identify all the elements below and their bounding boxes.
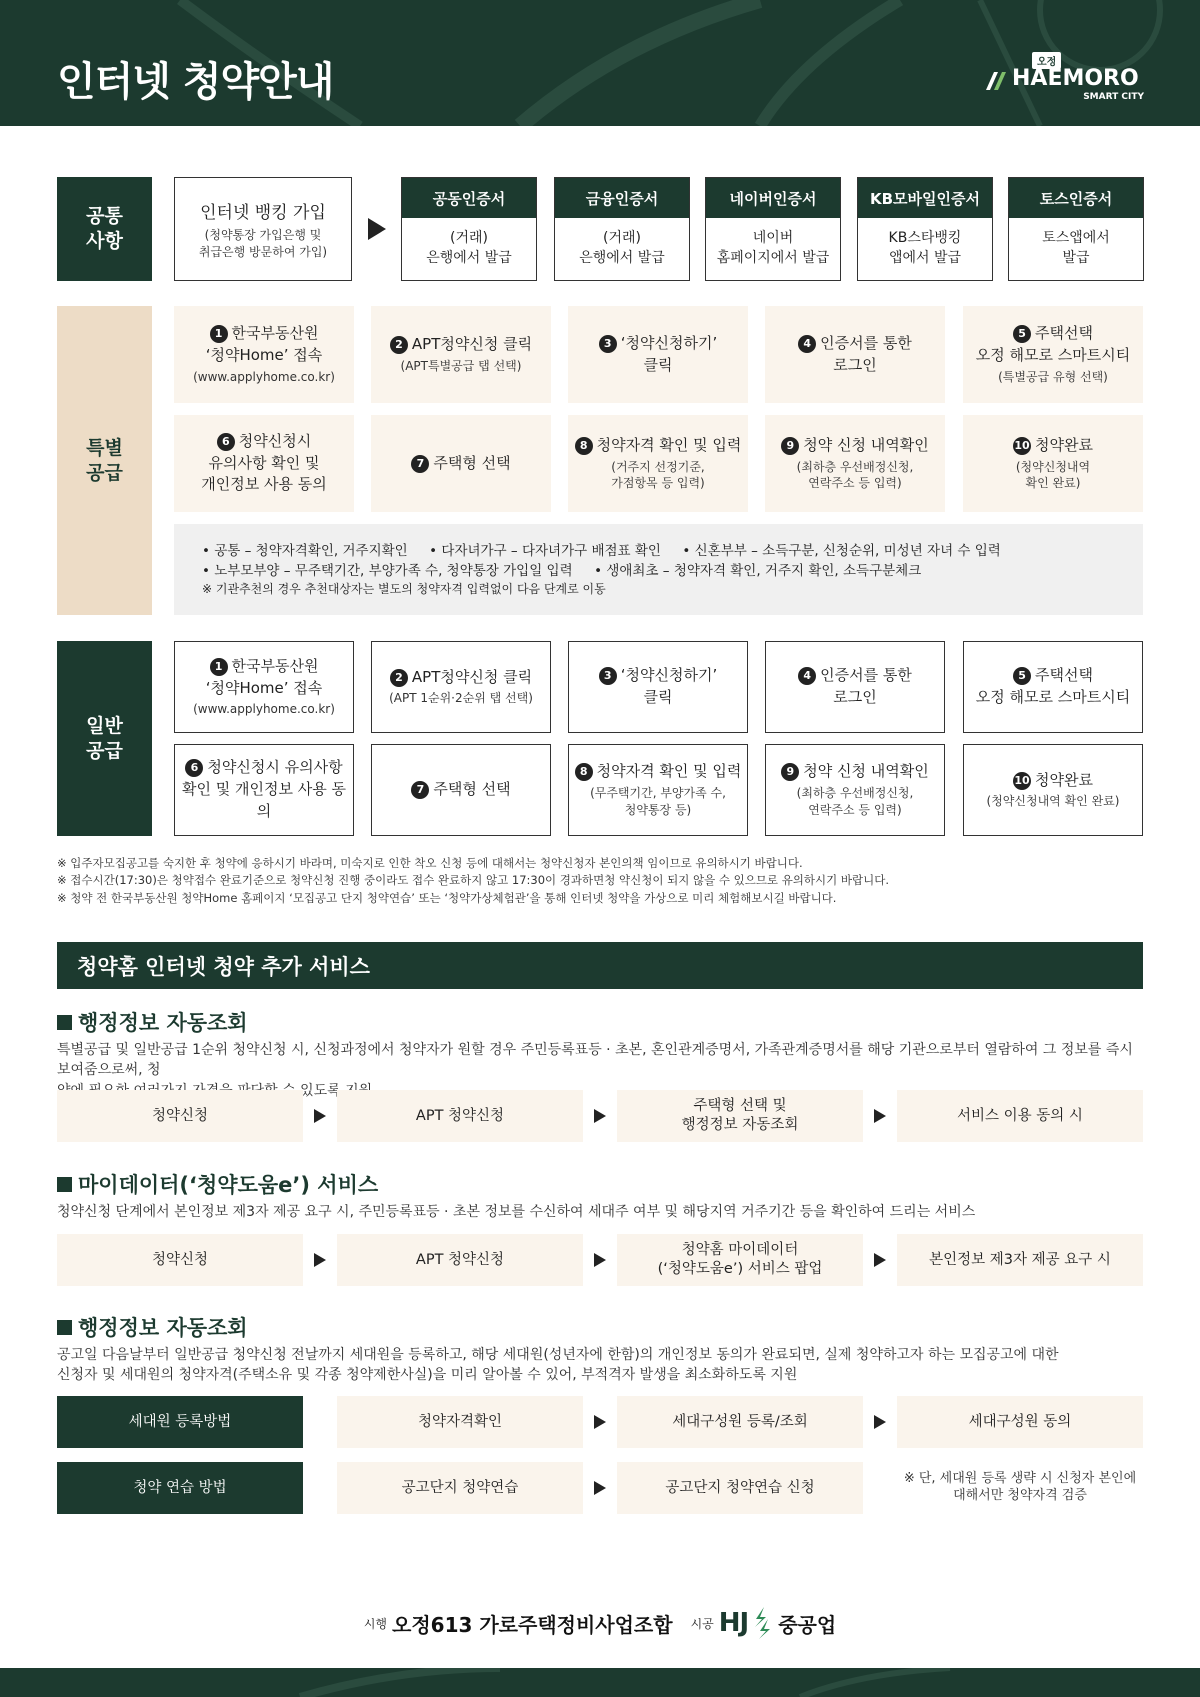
arrow-right-icon: [594, 1415, 606, 1429]
step-text: APT청약신청 클릭: [411, 667, 533, 686]
step-number: 5: [1013, 325, 1031, 343]
footnote: ※ 청약 전 한국부동산원 청약Home 홈페이지 ‘모집공고 단지 청약연습’ 또는 ‘청약가상체험관’을 통해 인터넷 청약을 가상으로 미리 체험해보시길 바랍니다.: [57, 890, 837, 905]
step-number: 2: [390, 336, 408, 354]
step-text: 인증서를 통한 로그인: [820, 666, 912, 706]
flow-step: 본인정보 제3자 제공 요구 시: [897, 1234, 1143, 1286]
step-text: ‘청약신청하기’ 클릭: [620, 666, 718, 706]
service-subtitle: [57, 1312, 248, 1342]
cert-title: 금융인증서: [555, 178, 689, 218]
step-subtext: (거주지 선정기준, 가점항목 등 입력): [611, 459, 705, 491]
general-step-6: [174, 744, 354, 836]
join-title: 인터넷 뱅킹 가입: [200, 202, 326, 223]
special-step-2: [371, 306, 551, 403]
cert-box: [857, 177, 993, 281]
step-text: 한국부동산원 ‘청약Home’ 접속: [205, 324, 323, 365]
builder-name: 중공업: [778, 1612, 837, 1637]
note-line: ※ 기관추천의 경우 추천대상자는 별도의 청약자격 입력없이 다음 단계로 이동: [202, 582, 606, 597]
general-step-9: [765, 744, 945, 836]
flow-step: 청약신청: [57, 1090, 303, 1142]
footnote: ※ 입주자모집공고를 숙지한 후 청약에 응하시기 바라며, 미숙지로 인한 착오 신청 등에 대해서는 청약신청자 본인의책 임이므로 유의하시기 바랍니다.: [57, 856, 803, 870]
flow-step: 청약신청: [57, 1234, 303, 1286]
step-subtext: (무주택기간, 부양가족 수, 청약통장 등): [590, 786, 726, 817]
flow-step: 세대구성원 등록/조회: [617, 1396, 863, 1448]
page-title: 인터넷 청약안내: [57, 59, 334, 105]
haemoro-logo: [984, 52, 1144, 108]
note-line: • 공통 – 청약자격확인, 거주지확인 • 다자녀가구 – 다자녀가구 배점표 확인 • 신혼부부 – 소득구분, 신청순위, 미성년 자녀 수 입력: [202, 543, 1001, 559]
household-registration-label: 세대원 등록방법: [57, 1396, 303, 1448]
flow-step: 청약자격확인: [337, 1396, 583, 1448]
step-number: 9: [781, 763, 799, 781]
description-line: 공고일 다음날부터 일반공급 청약신청 전날까지 세대원을 등록하고, 해당 세대원(성년자에 한함)의 개인정보 동의가 완료되면, 실제 청약하고자 하는 모집공고에 대한: [57, 1347, 1059, 1363]
general-step-10: [963, 744, 1143, 836]
special-step-7: [371, 415, 551, 512]
flow-step: 주택형 선택 및 행정정보 자동조회: [617, 1090, 863, 1142]
step-text: 청약신청시 유의사항 확인 및 개인정보 사용 동의: [201, 431, 327, 494]
description-line: 있도록: [300, 1082, 341, 1099]
step-number: 7: [411, 455, 429, 473]
step-subtext: (APT 1순위·2순위 탭 선택): [389, 691, 533, 706]
general-step-4: [765, 641, 945, 733]
cert-box: [554, 177, 690, 281]
special-notes: [174, 524, 1143, 615]
step-subtext: (APT특별공급 탭 선택): [400, 358, 522, 373]
common-label: 공통 사항: [57, 177, 152, 281]
special-step-1: [174, 306, 354, 403]
step-text: 한국부동산원 ‘청약Home’ 접속: [205, 656, 323, 697]
step-number: 6: [217, 433, 235, 451]
special-supply-label: 특별 공급: [57, 306, 152, 615]
step-number: 4: [798, 667, 816, 685]
square-bullet-icon: [57, 1177, 72, 1192]
step-number: 10: [1013, 437, 1031, 455]
service-section-title: 청약홈 인터넷 청약 추가 서비스: [57, 942, 1143, 989]
subtitle-text: 행정정보 자동조회: [78, 1316, 248, 1340]
service-description: [57, 1202, 1147, 1222]
bottom-decoration: [0, 1668, 1200, 1697]
step-text: APT청약신청 클릭: [411, 335, 533, 354]
cert-box: [705, 177, 841, 281]
step-number: 8: [575, 763, 593, 781]
general-step-5: [963, 641, 1143, 733]
cert-title: 토스인증서: [1009, 178, 1143, 218]
executor-label: 시행: [363, 1616, 388, 1631]
cert-title: 공동인증서: [402, 178, 536, 218]
step-number: 3: [599, 335, 617, 353]
internet-banking-box: [174, 177, 352, 281]
cert-body: (거래) 은행에서 발급: [426, 230, 512, 266]
step-number: 1: [210, 658, 228, 676]
arrow-right-icon: [594, 1109, 606, 1123]
arrow-right-icon: [314, 1109, 326, 1123]
builder-brand: HJ: [718, 1608, 749, 1638]
step-number: 1: [210, 325, 228, 343]
special-step-10: [963, 415, 1143, 512]
step-subtext: (청약신청내역 확인 완료): [1015, 459, 1091, 491]
step-text: 청약 신청 내역확인: [803, 435, 929, 454]
special-step-4: [765, 306, 945, 403]
special-step-5: [963, 306, 1143, 403]
step-subtext: (www.applyhome.co.kr): [193, 369, 335, 384]
step-number: 7: [411, 781, 429, 799]
step-subtext: (www.applyhome.co.kr): [193, 702, 335, 717]
step-subtext: (최하층 우선배정신청, 연락주소 등 입력): [796, 786, 914, 817]
special-step-3: [568, 306, 748, 403]
flow-step: 서비스 이용 동의 시: [897, 1090, 1143, 1142]
subtitle-text: 행정정보 자동조회: [78, 1011, 248, 1035]
general-step-1: [174, 641, 354, 733]
cert-box: [1008, 177, 1144, 281]
square-bullet-icon: [57, 1320, 72, 1335]
step-text: 청약자격 확인 및 입력: [596, 435, 742, 454]
flow-step: 공고단지 청약연습 신청: [617, 1462, 863, 1514]
footnotes: [57, 855, 1147, 907]
step-subtext: (특별공급 유형 선택): [998, 369, 1108, 384]
cert-body: (거래) 은행에서 발급: [579, 230, 665, 266]
arrow-right-icon: [594, 1253, 606, 1267]
cert-title: KB모바일인증서: [858, 178, 992, 218]
step-text: 주택형 선택: [433, 780, 511, 799]
step-subtext: (최하층 우선배정신청, 연락주소 등 입력): [796, 459, 914, 491]
practice-method-label: 청약 연습 방법: [57, 1462, 303, 1514]
cert-body: 토스앱에서 발급: [1042, 230, 1110, 266]
step-text: 청약완료: [1035, 435, 1093, 454]
step-text: 청약 신청 내역확인: [803, 762, 929, 781]
note-line: • 노부모부양 – 무주택기간, 부양가족 수, 청약통장 가입일 입력 • 생애최초 – 청약자격 확인, 거주지 확인, 소득구분체크: [202, 562, 922, 579]
arrow-right-icon: [874, 1253, 886, 1267]
step-text: 인증서를 통한 로그인: [820, 333, 912, 374]
logo-name: HAEMORO: [1012, 66, 1139, 91]
footnote: ※ 접수시간(17:30)은 청약접수 완료기준으로 청약신청 진행 중이라도 접수 완료하지 않고 17:30이 경과하면청 약신청이 되지 않을 수 있으므로 유의하시기 바랍니다.: [57, 873, 889, 888]
cert-title: 네이버인증서: [706, 178, 840, 218]
step-text: 주택형 선택: [433, 453, 511, 472]
flow-step: APT 청약신청: [337, 1090, 583, 1142]
arrow-right-icon: [874, 1109, 886, 1123]
general-step-3: [568, 641, 748, 733]
flow-step: 청약홈 마이데이터 (‘청약도움e’) 서비스 팝업: [617, 1234, 863, 1286]
arrow-right-icon: [874, 1415, 886, 1429]
cert-body: KB스타뱅킹 앱에서 발급: [888, 230, 962, 266]
step-number: 6: [185, 759, 203, 777]
step-number: 9: [781, 437, 799, 455]
step-number: 4: [798, 335, 816, 353]
step-subtext: (청약신청내역 확인 완료): [986, 794, 1120, 809]
cert-body: 네이버 홈페이지에서 발급: [716, 230, 830, 266]
flow-step: 세대구성원 동의: [897, 1396, 1143, 1448]
step-number: 8: [575, 437, 593, 455]
general-step-7: [371, 744, 551, 836]
step-text: 주택선택 오정 해모로 스마트시티: [975, 666, 1131, 706]
hj-logo-mark-icon: [752, 1605, 772, 1641]
logo-badge: 오정: [1032, 52, 1061, 69]
general-step-2: [371, 641, 551, 733]
step-text: ‘청약신청하기’ 클릭: [620, 333, 718, 374]
logo-sub: SMART CITY: [1083, 92, 1144, 102]
step-number: 5: [1013, 667, 1031, 685]
subtitle-text: 마이데이터(‘청약도움e’) 서비스: [78, 1173, 379, 1197]
description-line: 청약신청 단계에서 본인정보 제3자 제공 요구 시, 주민등록표등 · 초본 정보를 수신하여 세대주 여부 및 해당지역 거주기간 등을 확인하여 드리는 서비스: [57, 1204, 976, 1220]
flow-note: ※ 단, 세대원 등록 생략 시 신청자 본인에 대해서만 청약자격 검증: [903, 1471, 1137, 1503]
description-line: 신청자 및 세대원의 청약자격(주택소유 및 각종 청약제한사실)을 미리 알아볼 수 있어, 부적격자 발생을 최소화하도록 지원: [57, 1367, 798, 1384]
bottom-bar: [0, 1668, 1200, 1697]
step-text: 청약자격 확인 및 입력: [596, 762, 742, 781]
step-number: 10: [1013, 772, 1031, 790]
flow-step: 공고단지 청약연습: [337, 1462, 583, 1514]
special-step-9: [765, 415, 945, 512]
special-step-6: [174, 415, 354, 512]
builder-label: 시공: [690, 1616, 714, 1631]
page-header: [0, 0, 1200, 126]
service-subtitle: [57, 1169, 378, 1199]
step-text: 청약신청시 유의사항 확인 및 개인정보 사용 동의: [182, 758, 346, 820]
join-subtitle: (청약통장 가입은행 및 취급은행 방문하여 가입): [198, 227, 328, 259]
step-number: 2: [390, 669, 408, 687]
arrow-right-icon: [594, 1481, 606, 1495]
special-step-8: [568, 415, 748, 512]
step-text: 청약완료: [1035, 770, 1093, 789]
general-supply-label: 일반 공급: [57, 641, 152, 836]
service-description: [57, 1345, 1147, 1386]
description-line: 특별공급 및 일반공급 1순위 청약신청 시, 신청과정에서 청약자가 원할 경우 주민등록표등 · 초본, 혼인관계증명서, 가족관계증명서를 해당 기관으로부터 열람하여 그 정보를 즉시 보여줌으로써, 청: [57, 1042, 1133, 1079]
general-step-8: [568, 744, 748, 836]
arrow-right-icon: [314, 1253, 326, 1267]
cert-box: [401, 177, 537, 281]
executor-name: 오정613 가로주택정비사업조합: [392, 1612, 673, 1637]
footer-credits: [0, 1605, 1200, 1641]
logo-mark-icon: [984, 70, 1008, 92]
step-text: 주택선택 오정 해모로 스마트시티: [975, 324, 1131, 365]
square-bullet-icon: [57, 1015, 72, 1030]
service-subtitle: [57, 1007, 248, 1037]
arrow-right-icon: [368, 218, 386, 240]
step-number: 3: [599, 667, 617, 685]
flow-step: APT 청약신청: [337, 1234, 583, 1286]
